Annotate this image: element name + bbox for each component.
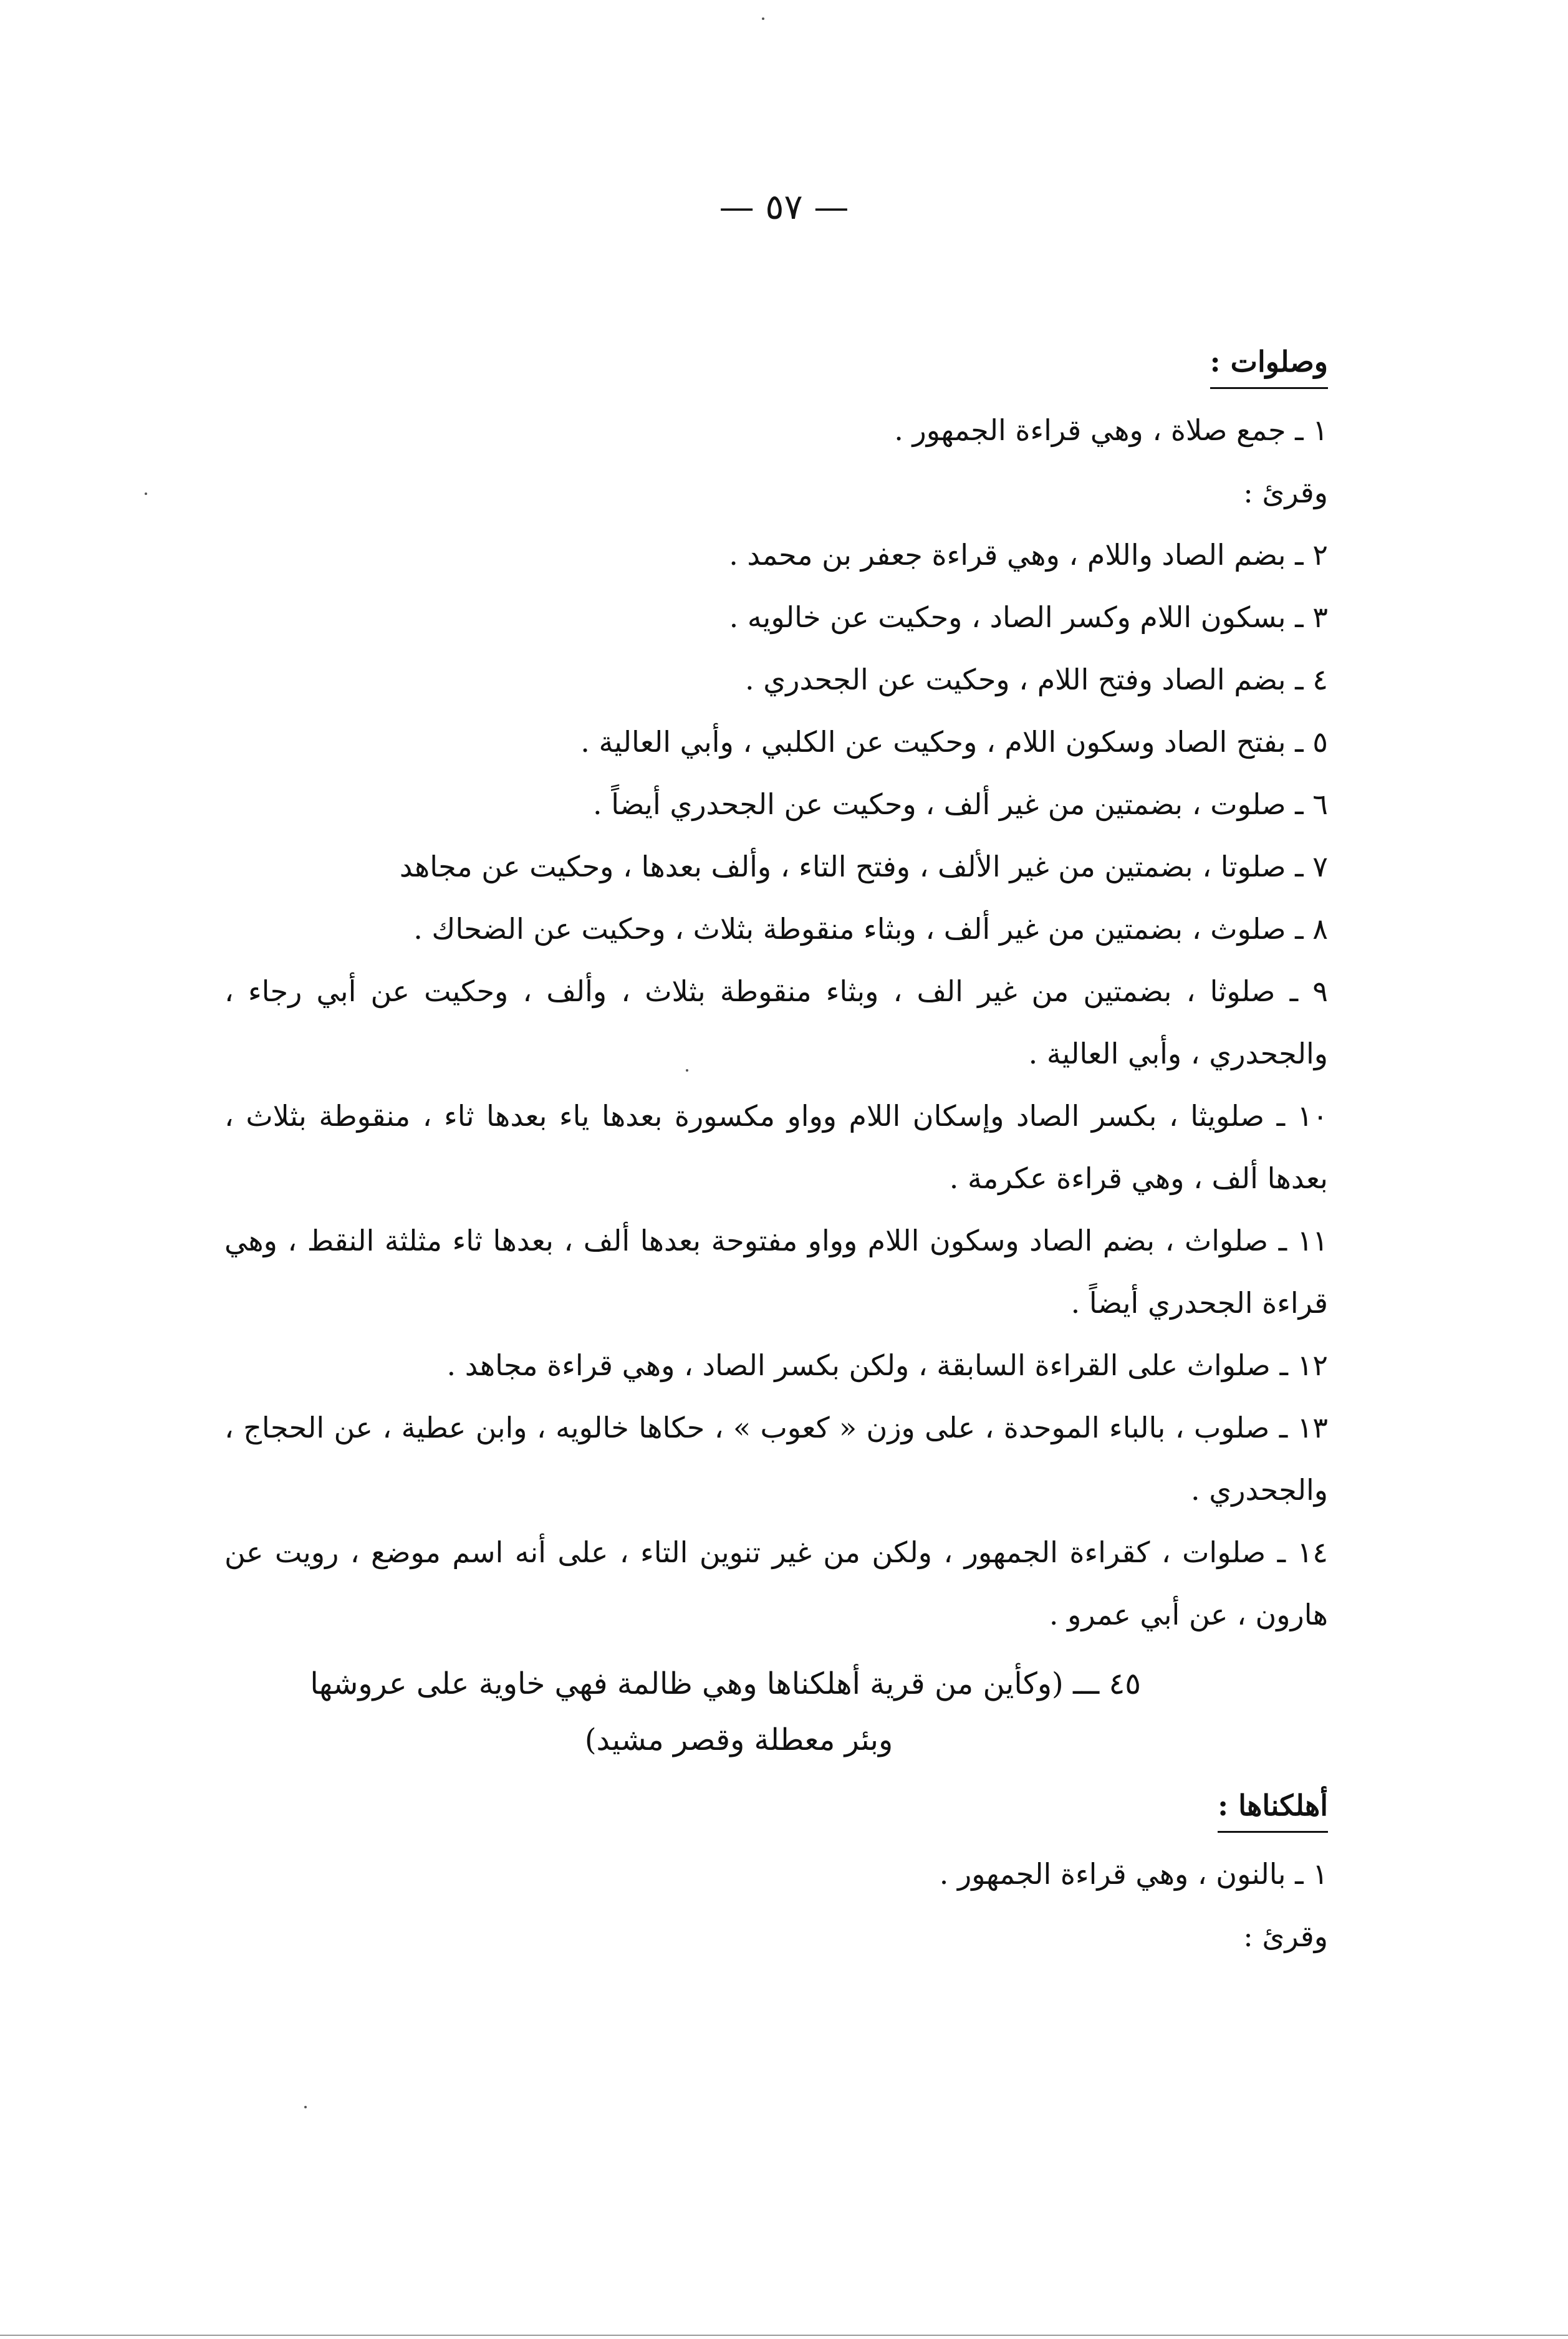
- scan-speck: [304, 2106, 307, 2108]
- section1-heading: وصلوات :: [1210, 340, 1328, 389]
- text-line: وقرئ :: [1243, 476, 1328, 509]
- text-paragraph: ١١ ـ صلواث ، بضم الصاد وسكون اللام وواو مفتوحة بعدها ألف ، بعدها ثاء مثلثة النقط ، وهي قراءة الجحدري أيضاً .: [224, 1224, 1328, 1320]
- text-line: وقرئ :: [1243, 1919, 1328, 1953]
- text-line: ٥ ـ بفتح الصاد وسكون اللام ، وحكيت عن الكلبي ، وأبي العالية .: [580, 725, 1328, 759]
- scan-speck: [145, 492, 147, 495]
- text-line: ٢ ـ بضم الصاد واللام ، وهي قراءة جعفر بن محمد .: [729, 538, 1328, 572]
- verse-line-2: وبئر معطلة وقصر مشيد): [584, 1722, 893, 1757]
- text-line: ٣ ـ بسكون اللام وكسر الصاد ، وحكيت عن خالويه .: [729, 600, 1328, 634]
- page-number: — ٥٧ —: [719, 187, 849, 228]
- page-bottom-edge: [0, 2335, 1568, 2336]
- text-line: ٨ ـ صلوث ، بضمتين من غير ألف ، وبثاء منقوطة بثلاث ، وحكيت عن الضحاك .: [413, 912, 1328, 946]
- text-paragraph: ١٣ ـ صلوب ، بالباء الموحدة ، على وزن « كعوب » ، حكاها خالويه ، وابن عطية ، عن الحجاج ، والجحدري .: [224, 1411, 1328, 1507]
- text-paragraph: ١٠ ـ صلويثا ، بكسر الصاد وإسكان اللام وواو مكسورة بعدها ياء بعدها ثاء ، منقوطة بثلاث ، بعدها ألف ، وهي قراءة عكرمة .: [224, 1099, 1328, 1195]
- text-line: ١ ـ جمع صلاة ، وهي قراءة الجمهور .: [894, 413, 1328, 447]
- section2-heading-line: [224, 1774, 1328, 1843]
- body-text: [224, 330, 1328, 1967]
- scan-speck: [762, 17, 764, 20]
- text-paragraph: ٩ ـ صلوثا ، بضمتين من غير الف ، وبثاء منقوطة بثلاث ، وألف ، وحكيت عن أبي رجاء ، والجحدري ، وأبي العالية .: [224, 974, 1328, 1070]
- text-line: ٧ ـ صلوتا ، بضمتين من غير الألف ، وفتح التاء ، وألف بعدها ، وحكيت عن مجاهد: [399, 850, 1328, 883]
- verse-line-1: ٤٥ ـــ (وكأين من قرية أهلكناها وهي ظالمة فهي خاوية على عروشها: [310, 1666, 1141, 1701]
- text-line: ٦ ـ صلوت ، بضمتين من غير ألف ، وحكيت عن الجحدري أيضاً .: [592, 787, 1328, 821]
- quran-verse: [224, 1656, 1328, 1768]
- text-line: ١ ـ بالنون ، وهي قراءة الجمهور .: [939, 1857, 1328, 1891]
- text-line: ٤ ـ بضم الصاد وفتح اللام ، وحكيت عن الجحدري .: [745, 663, 1328, 696]
- section2-heading: أهلكناها :: [1218, 1784, 1328, 1833]
- text-paragraph: ١٤ ـ صلوات ، كقراءة الجمهور ، ولكن من غير تنوين التاء ، على أنه اسم موضع ، رويت عن هارون ، عن أبي عمرو .: [224, 1535, 1328, 1631]
- text-line: ١٢ ـ صلواث على القراءة السابقة ، ولكن بكسر الصاد ، وهي قراءة مجاهد .: [446, 1348, 1328, 1382]
- section1-heading-line: [224, 330, 1328, 399]
- scan-speck: [686, 1069, 688, 1072]
